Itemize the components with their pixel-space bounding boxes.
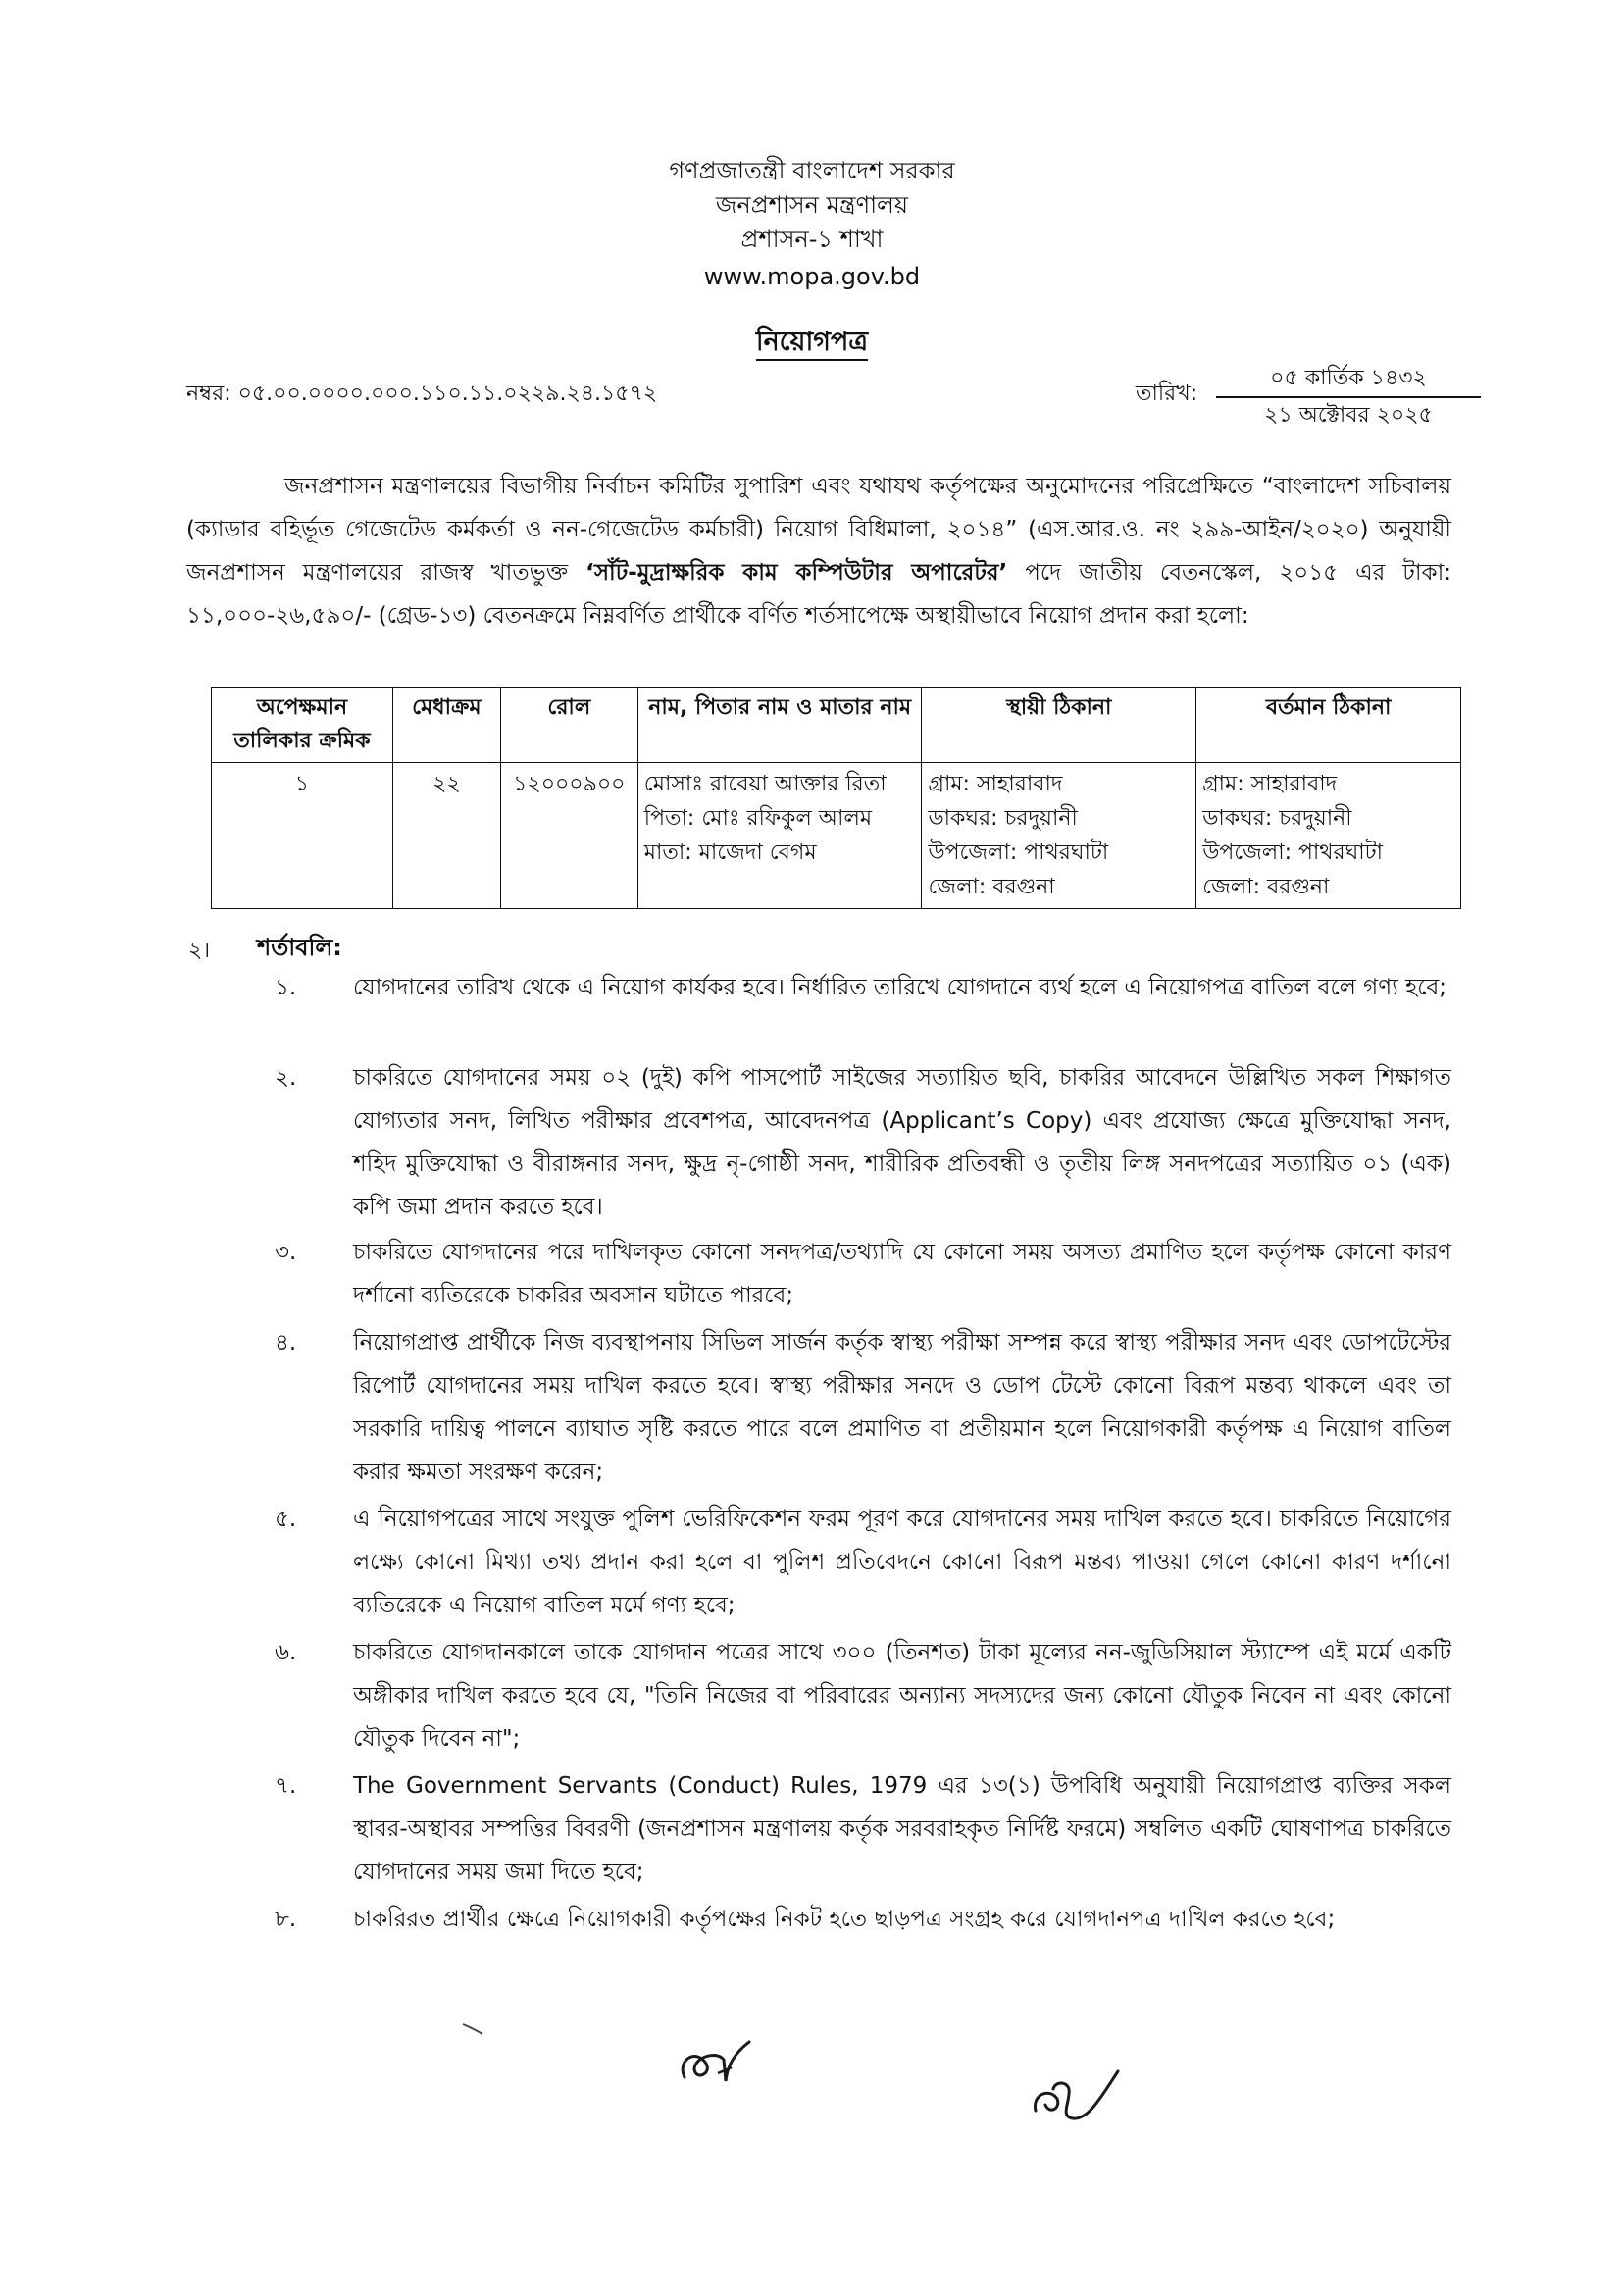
conditions-section-number: ২। (188, 939, 211, 963)
date-block (1216, 361, 1481, 433)
cell-names (637, 763, 922, 909)
cell-merit: ২২ (392, 763, 500, 909)
mother-name: মাতা: মাজেদা বেগম (643, 841, 817, 865)
table-header-row (212, 688, 1461, 763)
cell-permanent-address: গ্রাম: সাহারাবাদ ডাকঘর: চরদুয়ানী উপজেলা: পাথরঘাটা জেলা: বরগুনা (922, 763, 1196, 909)
candidate-table (211, 687, 1461, 909)
ministry-name: জনপ্রশাসন মন্ত্রণালয় (715, 191, 909, 219)
branch-name: প্রশাসন-১ শাখা (740, 226, 884, 253)
date-bangla: ০৫ কার্তিক ১৪৩২ (1216, 361, 1481, 398)
date-label: তারিখ: (1136, 382, 1198, 406)
cell-serial: ১ (212, 763, 393, 909)
table-row (212, 763, 1461, 909)
document-title: নিয়োগপত্র (0, 322, 1624, 366)
conditions-title: শর্তাবলি: (257, 934, 342, 961)
father-name: পিতা: মোঃ রফিকুল আলম (643, 806, 873, 831)
col-roll: রোল (500, 688, 637, 763)
candidate-name: মোসাঃ রাবেয়া আক্তার রিতা (643, 772, 887, 796)
stray-pen-mark (461, 2020, 520, 2040)
cell-roll: ১২০০০৯০০ (500, 763, 637, 909)
post-name: ‘সাঁট-মুদ্রাক্ষরিক কাম কম্পিউটার অপারেটর’ (585, 560, 1008, 586)
appointment-letter-page: গণপ্রজাতন্ত্রী বাংলাদেশ সরকার জনপ্রশাসন মন্ত্রণালয় প্রশাসন-১ শাখা www.mopa.gov.bd নিয়োগপত্র নম্বর: ০৫.০০.০০০০.০০০.১১০.১১.০২২৯.২৪.১৫৭২ তারিখ: ০৫ কার্তিক ১৪৩২ ২১ অক্টোবর ২০২৫ জনপ্রশাসন মন্ত্রণালয়ের বিভাগীয় নির্বাচন কমিটির সুপারিশ এবং যথাযথ কর্তৃপক্ষের অনুমোদনের পরিপ্রেক্ষিতে “বাংলাদেশ সচিবালয় (ক্যাডার বহির্ভূত গেজেটেড কর্মকর্তা ও নন-গেজেটেড কর্মচারী) নিয়োগ বিধিমালা, ২০১৪” (এস.আর.ও. নং ২৯৯-আইন/২০২০) অনুযায়ী জনপ্রশাসন মন্ত্রণালয়ের রাজস্ব খাতভুক্ত ‘সাঁট-মুদ্রাক্ষরিক কাম কম্পিউটার অপারেটর’ পদে জাতীয় বেতনস্কেল, ২০১৫ এর টাকা: ১১,০০০-২৬,৫৯০/- (গ্রেড-১৩) বেতনক্রমে নিম্নবর্ণিত প্রার্থীকে বর্ণিত শর্তসাপেক্ষে অস্থায়ীভাবে নিয়োগ প্রদান করা হলো: অপেক্ষমান তালিকার ক্রমিক মেধাক্রম রোল নাম, পিতার নাম ও মাতার নাম স্থায়ী ঠিকানা বর্তমান ঠিকানা ১ ২২ ১২০০০৯০০ মোসাঃ রাবেয়া আক্তার রিতা পিতা: মোঃ রফিকুল আলম মাতা: মাজেদা বেগম গ্রাম: সাহারাবাদ ডাকঘর: চরদুয়ানী উপজেলা: পাথরঘাটা জেলা: বরগুনা গ্রাম: সাহারাবাদ ডাকঘর: চরদুয়ানী উপজেলা: পাথরঘাটা জেলা: বরগুনা ২। শর্তাবলি: ১. যোগদানের তারিখ থেকে এ নিয়োগ কার্যকর হবে। নির্ধারিত তারিখে যোগদানে ব্যর্থ হলে এ নিয়োগপত্র বাতিল বলে গণ্য হবে; ২. চাকরিতে যোগদানের সময় ০২ (দুই) কপি পাসপোর্ট সাইজের সত্যায়িত ছবি, চাকরির আবেদনে উল্লিখিত সকল শিক্ষাগত যোগ্যতার সনদ, লিখিত পরীক্ষার প্রবেশপত্র, আবেদনপত্র (Applicant’s Copy) এবং প্রযোজ্য ক্ষেত্রে মুক্তিযোদ্ধা সনদ, শহিদ মুক্তিযোদ্ধা ও বীরাঙ্গনার সনদ, ক্ষুদ্র নৃ-গোষ্ঠী সনদ, শারীরিক প্রতিবন্ধী ও তৃতীয় লিঙ্গ সনদপত্রের সত্যায়িত ০১ (এক) কপি জমা প্রদান করতে হবে। ৩. চাকরিতে যোগদানের পরে দাখিলকৃত কোনো সনদপত্র/তথ্যাদি যে কোনো সময় অসত্য প্রমাণিত হলে কর্তৃপক্ষ কোনো কারণ দর্শানো ব্যতিরেকে চাকরির অবসান ঘটাতে পারবে; ৪. নিয়োগপ্রাপ্ত প্রার্থীকে নিজ ব্যবস্থাপনায় সিভিল সার্জন কর্তৃক স্বাস্থ্য পরীক্ষা সম্পন্ন করে স্বাস্থ্য পরীক্ষার সনদ এবং ডোপটেস্টের রিপোর্ট যোগদানের সময় দাখিল করতে হবে। স্বাস্থ্য পরীক্ষার সনদে ও ডোপ টেস্টে কোনো বিরূপ মন্তব্য থাকলে এবং তা সরকারি দায়িত্ব পালনে ব্যাঘাত সৃষ্টি করতে পারে বলে প্রমাণিত বা প্রতীয়মান হলে নিয়োগকারী কর্তৃপক্ষ এ নিয়োগ বাতিল করার ক্ষমতা সংরক্ষণ করেন; ৫. এ নিয়োগপত্রের সাথে সংযুক্ত পুলিশ ভেরিফিকেশন ফরম পূরণ করে যোগদানের সময় দাখিল করতে হবে। চাকরিতে নিয়োগের লক্ষ্যে কোনো মিথ্যা তথ্য প্রদান করা হলে বা পুলিশ প্রতিবেদনে কোনো বিরূপ মন্তব্য পাওয়া গেলে কোনো কারণ দর্শানো ব্যতিরেকে এ নিয়োগ বাতিল মর্মে গণ্য হবে; ৬. চাকরিতে যোগদানকালে তাকে যোগদান পত্রের সাথে ৩০০ (তিনশত) টাকা মূল্যের নন-জুডিসিয়াল স্ট্যাম্পে এই মর্মে একটি অঙ্গীকার দাখিল করতে হবে যে, "তিনি নিজের বা পরিবারের অন্যান্য সদস্যদের জন্য কোনো যৌতুক নিবেন না এবং কোনো যৌতুক দিবেন না"; ৭. The Government Servants (Conduct) Rules, 1979 এর ১৩(১) উপবিধি অনুযায়ী নিয়োগপ্রাপ্ত ব্যক্তির সকল স্থাবর-অস্থাবর সম্পত্তির বিবরণী (জনপ্রশাসন মন্ত্রণালয় কর্তৃক সরবরাহকৃত নির্দিষ্ট ফরমে) সম্বলিত একটি ঘোষণাপত্র চাকরিতে যোগদানের সময় জমা দিতে হবে; ৮. চাকরিরত প্রার্থীর ক্ষেত্রে নিয়োগকারী কর্তৃপক্ষের নিকট হতে ছাড়পত্র সংগ্রহ করে যোগদানপত্র দাখিল করতে হবে; (0, 0, 1624, 2294)
initial-signature-2 (1020, 2060, 1138, 2138)
intro-paragraph: জনপ্রশাসন মন্ত্রণালয়ের বিভাগীয় নির্বাচন কমিটির সুপারিশ এবং যথাযথ কর্তৃপক্ষের অনুমোদনের পরিপ্রেক্ষিতে “বাংলাদেশ সচিবালয় (ক্যাডার বহির্ভূত গেজেটেড কর্মকর্তা ও নন-গেজেটেড কর্মচারী) নিয়োগ বিধিমালা, ২০১৪” (এস.আর.ও. নং ২৯৯-আইন/২০২০) অনুযায়ী জনপ্রশাসন মন্ত্রণালয়ের রাজস্ব খাতভুক্ত ‘সাঁট-মুদ্রাক্ষরিক কাম কম্পিউটার অপারেটর’ পদে জাতীয় বেতনস্কেল, ২০১৫ এর টাকা: ১১,০০০-২৬,৫৯০/- (গ্রেড-১৩) বেতনক্রমে নিম্নবর্ণিত প্রার্থীকে বর্ণিত শর্তসাপেক্ষে অস্থায়ীভাবে নিয়োগ প্রদান করা হলো: (186, 474, 1452, 629)
reference-number: নম্বর: ০৫.০০.০০০০.০০০.১১০.১১.০২২৯.২৪.১৫৭২ (186, 382, 658, 406)
col-permanent-address: স্থায়ী ঠিকানা (922, 688, 1196, 763)
initial-signature-1 (667, 2030, 775, 2109)
col-waiting-serial: অপেক্ষমান তালিকার ক্রমিক (212, 688, 393, 763)
date-english: ২১ অক্টোবর ২০২৫ (1264, 403, 1433, 428)
government-name: গণপ্রজাতন্ত্রী বাংলাদেশ সরকার (669, 157, 955, 184)
col-merit: মেধাক্রম (392, 688, 500, 763)
col-present-address: বর্তমান ঠিকানা (1196, 688, 1461, 763)
cell-present-address: গ্রাম: সাহারাবাদ ডাকঘর: চরদুয়ানী উপজেলা: পাথরঘাটা জেলা: বরগুনা (1196, 763, 1461, 909)
website-link[interactable]: www.mopa.gov.bd (703, 263, 921, 290)
col-names: নাম, পিতার নাম ও মাতার নাম (637, 688, 922, 763)
